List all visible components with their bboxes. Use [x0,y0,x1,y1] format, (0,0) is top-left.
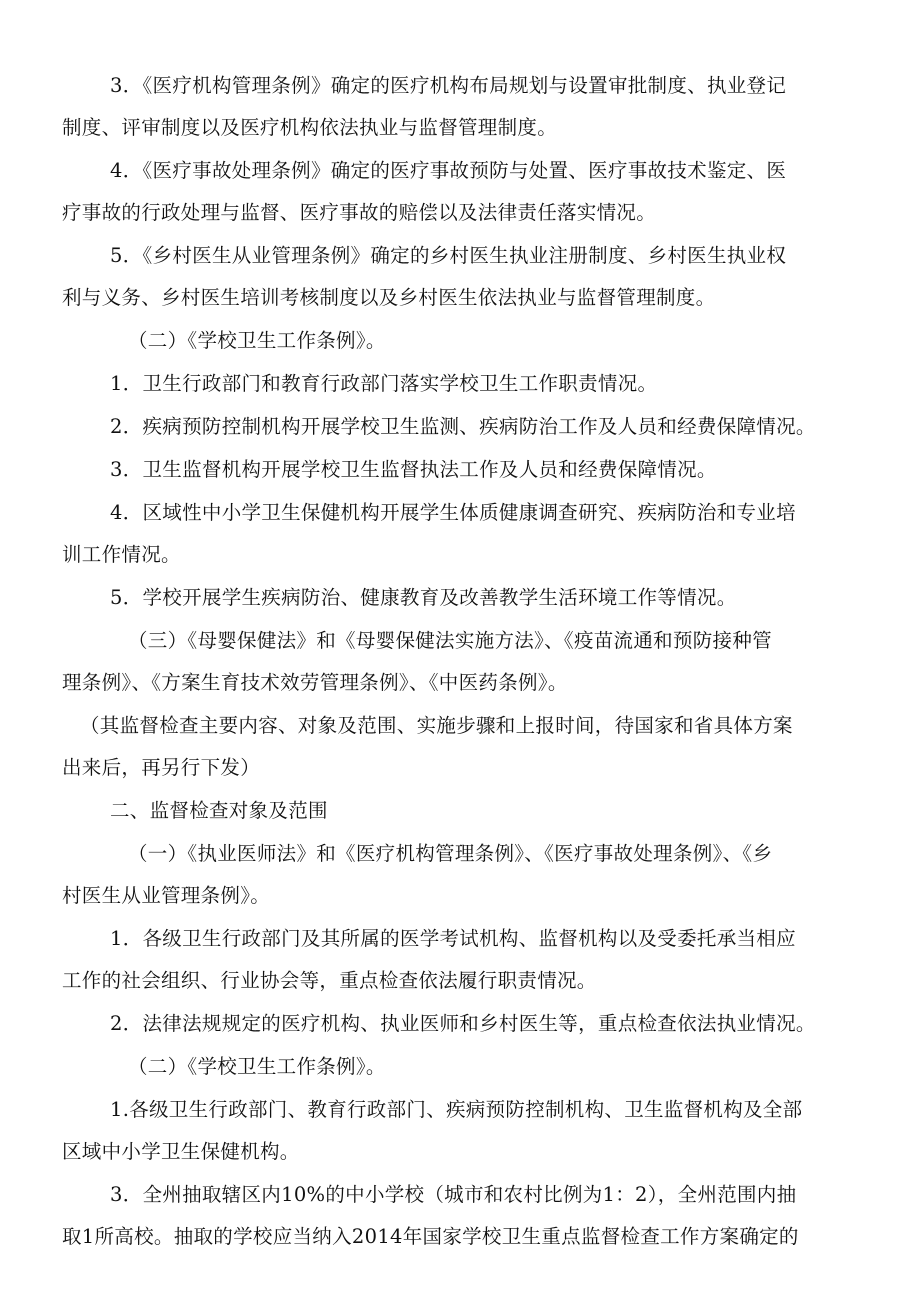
paragraph-line: 3．全州抽取辖区内10%的中小学校（城市和农村比例为1：2），全州范围内抽 [110,1183,797,1206]
section-heading: （二）《学校卫生工作条例》。 [128,329,386,352]
paragraph-line: 区域中小学卫生保健机构。 [62,1140,300,1163]
paragraph-line: 3．卫生监督机构开展学校卫生监督执法工作及人员和经费保障情况。 [110,458,717,481]
paragraph-line: 工作的社会组织、行业协会等，重点检查依法履行职责情况。 [62,969,597,992]
paragraph-line: 1．各级卫生行政部门及其所属的医学考试机构、监督机构以及受委托承当相应 [110,927,796,950]
paragraph-line: 5．《乡村医生从业管理条例》确定的乡村医生执业注册制度、乡村医生执业权 [110,244,787,267]
paragraph-line: 4．区域性中小学卫生保健机构开展学生体质健康调查研究、疾病防治和专业培 [110,501,796,524]
paragraph-line: 4．《医疗事故处理条例》确定的医疗事故预防与处置、医疗事故技术鉴定、医 [110,159,787,182]
note-line: （其监督检查主要内容、对象及范围、实施步骤和上报时间，待国家和省具体方案 [80,714,793,737]
paragraph-line: 1．卫生行政部门和教育行政部门落实学校卫生工作职责情况。 [110,372,658,395]
paragraph-line: 制度、评审制度以及医疗机构依法执业与监督管理制度。 [62,116,558,139]
paragraph-line: 2．疾病预防控制机构开展学校卫生监测、疾病防治工作及人员和经费保障情况。 [110,415,816,438]
paragraph-line: 理条例》、《方案生育技术效劳管理条例》、《中医药条例》。 [62,671,568,694]
paragraph-line: 训工作情况。 [62,543,181,566]
paragraph-line: 取1所高校。抽取的学校应当纳入2014年国家学校卫生重点监督检查工作方案确定的 [62,1225,799,1248]
section-heading: （三）《母婴保健法》和《母婴保健法实施方法》、《疫苗流通和预防接种管 [128,629,772,652]
paragraph-line: 5．学校开展学生疾病防治、健康教育及改善教学生活环境工作等情况。 [110,586,737,609]
paragraph-line: 3．《医疗机构管理条例》确定的医疗机构布局规划与设置审批制度、执业登记 [110,74,787,97]
note-line: 出来后，再另行下发） [62,756,261,779]
paragraph-line: 利与义务、乡村医生培训考核制度以及乡村医生依法执业与监督管理制度。 [62,286,716,309]
paragraph-line: 村医生从业管理条例》。 [62,884,271,907]
paragraph-line: 疗事故的行政处理与监督、医疗事故的赔偿以及法律责任落实情况。 [62,201,657,224]
section-title: 二、监督检查对象及范围 [110,799,328,822]
paragraph-line: 1.各级卫生行政部门、教育行政部门、疾病预防控制机构、卫生监督机构及全部 [110,1098,803,1121]
paragraph-line: 2．法律法规规定的医疗机构、执业医师和乡村医生等，重点检查依法执业情况。 [110,1012,816,1035]
section-heading: （二）《学校卫生工作条例》。 [128,1055,386,1078]
section-heading: （一）《执业医师法》和《医疗机构管理条例》、《医疗事故处理条例》、《乡 [128,842,773,865]
